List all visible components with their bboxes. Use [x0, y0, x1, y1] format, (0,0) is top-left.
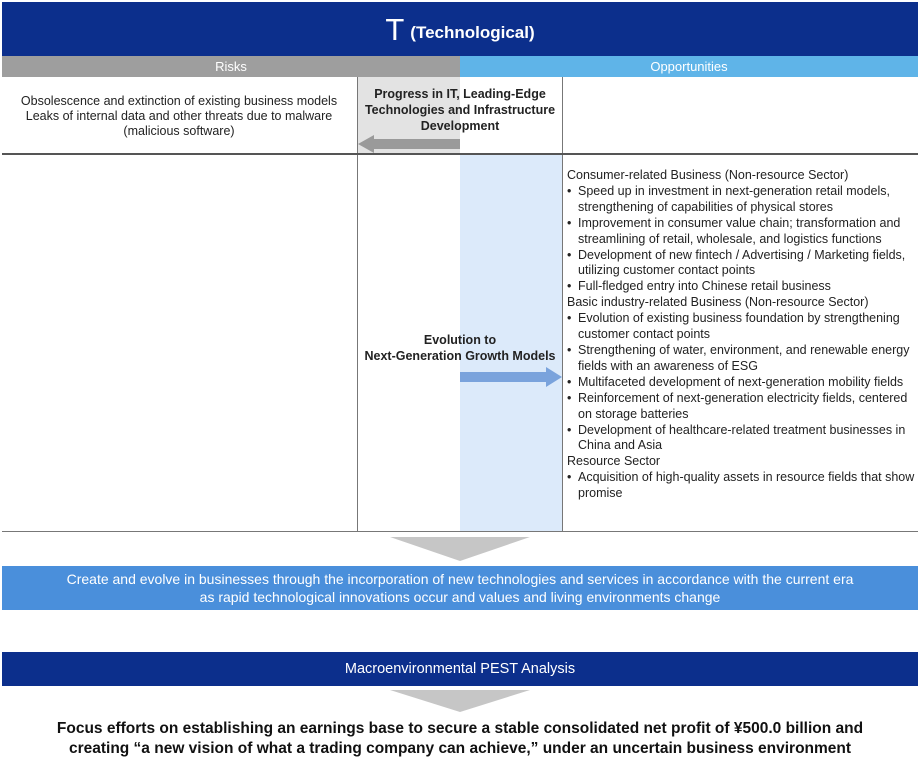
list-item: • Development of new fintech / Advertising / Marketing fields, utilizing customer contact points — [567, 248, 917, 280]
conclusion-line: as rapid technological innovations occur and values and living environments change — [199, 589, 721, 605]
pest-analysis-bar: Macroenvironmental PEST Analysis — [2, 652, 918, 686]
list-item: • Reinforcement of next-generation electricity fields, centered on storage batteries — [567, 391, 917, 423]
sector-title: Consumer-related Business (Non-resource Sector) — [567, 168, 849, 182]
list-item: • Speed up in investment in next-generation retail models, strengthening of capabilities of physical stores — [567, 184, 917, 216]
divider-line — [562, 155, 563, 531]
evolution-label — [358, 332, 562, 364]
sector-items — [567, 470, 917, 502]
opportunity-arrow — [460, 366, 562, 388]
risk-line: Obsolescence and extinction of existing business models — [20, 94, 338, 108]
sector-title: Resource Sector — [567, 454, 661, 469]
row-divider — [2, 153, 918, 155]
label-line: Evolution to — [423, 333, 497, 347]
list-item: • Evolution of existing business foundation by strengthening customer contact points — [567, 311, 917, 343]
label-line: Next-Generation Growth Models — [364, 349, 556, 363]
label-line: Progress in IT, Leading-Edge — [374, 87, 546, 101]
risk-line: Leaks of internal data and other threats due to malware — [25, 109, 333, 123]
header-label: (Technological) — [410, 23, 535, 42]
goal-statement — [0, 719, 920, 759]
list-item: • Improvement in consumer value chain; transformation and streamlining of retail, wholesale, and logistics functions — [567, 216, 917, 248]
list-item: • Development of healthcare-related treatment businesses in China and Asia — [567, 423, 917, 455]
opportunities-list — [567, 168, 917, 502]
opportunities-column-header: Opportunities — [460, 56, 918, 77]
list-item: • Full-fledged entry into Chinese retail business — [567, 279, 917, 295]
risk-line: (malicious software) — [123, 124, 235, 138]
chevron-down-icon — [390, 690, 530, 712]
list-item: • Multifaceted development of next-generation mobility fields — [567, 375, 917, 391]
goal-line: Focus efforts on establishing an earnings base to secure a stable consolidated net profit of ¥500.0 billion and — [56, 720, 864, 737]
sector-title: Basic industry-related Business (Non-resource Sector) — [567, 295, 869, 310]
label-line: Technologies and Infrastructure — [364, 103, 556, 117]
risks-description — [6, 94, 352, 139]
list-item: • Strengthening of water, environment, and renewable energy fields with an awareness of ESG — [567, 343, 917, 375]
label-line: Development — [420, 119, 500, 133]
risk-arrow — [358, 134, 460, 154]
list-item: • Acquisition of high-quality assets in resource fields that show promise — [567, 470, 917, 502]
goal-line: creating “a new vision of what a trading company can achieve,” under an uncertain business environment — [68, 740, 852, 757]
conclusion-line: Create and evolve in businesses through the incorporation of new technologies and services in accordance with the current era — [66, 571, 854, 587]
header-letter: T — [385, 11, 405, 47]
row-divider — [2, 531, 918, 532]
divider-line — [562, 77, 563, 153]
tech-progress-label — [360, 86, 560, 134]
risks-column-header: Risks — [2, 56, 460, 77]
sector-items — [567, 311, 917, 454]
sector-items — [567, 184, 917, 295]
conclusion-box — [2, 566, 918, 610]
technological-header — [2, 2, 918, 56]
chevron-down-icon — [390, 537, 530, 561]
